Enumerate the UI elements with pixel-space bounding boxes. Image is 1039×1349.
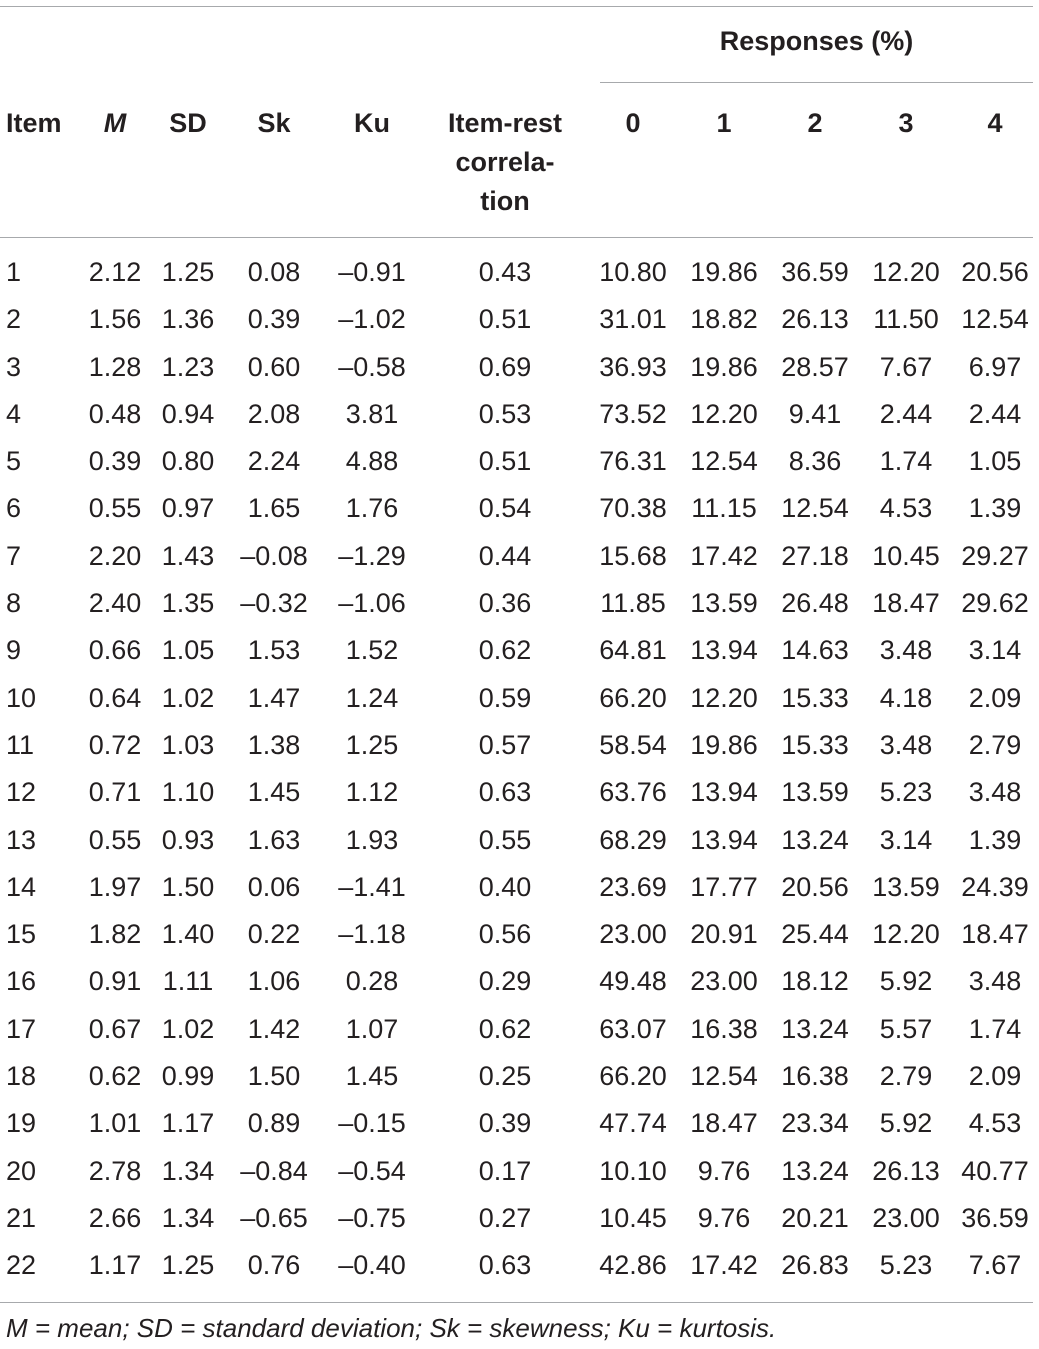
- cell-item: 5: [6, 446, 22, 477]
- cell-resp-1: 17.42: [690, 1250, 758, 1281]
- cell-item-rest: 0.36: [478, 588, 532, 619]
- cell-item-rest: 0.63: [478, 1250, 532, 1281]
- cell-item: 18: [6, 1061, 37, 1092]
- col-header-resp-4: 4: [987, 108, 1003, 138]
- cell-sd: 0.80: [161, 446, 215, 477]
- cell-ku: –0.54: [338, 1155, 406, 1186]
- cell-sk: 1.42: [247, 1013, 301, 1044]
- col-header-resp-2: 2: [807, 108, 823, 138]
- cell-resp-2: 20.21: [781, 1202, 849, 1233]
- cell-sd: 1.25: [161, 1250, 215, 1281]
- cell-resp-0: 63.07: [599, 1013, 667, 1044]
- cell-mean: 2.12: [88, 257, 142, 287]
- cell-resp-2: 13.24: [781, 824, 849, 855]
- cell-resp-4: 24.39: [961, 871, 1029, 902]
- cell-item: 3: [6, 351, 22, 382]
- cell-item: 4: [6, 398, 22, 429]
- table-row: [0, 391, 1039, 438]
- cell-item-rest: 0.27: [478, 1202, 532, 1233]
- cell-ku: –0.40: [338, 1250, 406, 1281]
- col-header-ku: Ku: [354, 108, 390, 138]
- cell-resp-4: 4.53: [968, 1108, 1022, 1139]
- cell-resp-3: 2.44: [879, 398, 933, 429]
- cell-resp-1: 11.15: [691, 493, 757, 524]
- table-row: [0, 438, 1039, 485]
- cell-mean: 1.97: [88, 871, 142, 902]
- cell-resp-4: 18.47: [961, 919, 1029, 950]
- table-row: [0, 864, 1039, 911]
- cell-resp-4: 2.09: [968, 682, 1022, 713]
- cell-sk: 0.39: [247, 304, 301, 335]
- cell-ku: –0.91: [338, 257, 406, 287]
- cell-resp-1: 9.76: [697, 1202, 751, 1233]
- cell-resp-1: 16.38: [690, 1013, 758, 1044]
- cell-item: 8: [6, 588, 22, 619]
- cell-resp-3: 18.47: [872, 588, 940, 619]
- cell-resp-2: 13.24: [781, 1155, 849, 1186]
- cell-resp-0: 36.93: [599, 351, 667, 382]
- cell-resp-3: 7.67: [879, 351, 933, 382]
- cell-resp-4: 7.67: [968, 1250, 1022, 1281]
- cell-mean: 2.20: [88, 540, 142, 571]
- cell-sk: 2.08: [247, 398, 301, 429]
- cell-mean: 2.66: [88, 1202, 142, 1233]
- cell-resp-2: 28.57: [781, 351, 849, 382]
- table-row: [0, 722, 1039, 769]
- item-rest-line-1: Item-rest: [447, 108, 563, 138]
- cell-mean: 0.64: [88, 682, 142, 713]
- cell-sd: 1.36: [161, 304, 215, 335]
- cell-sd: 0.93: [161, 824, 215, 855]
- table-footnote: M = mean; SD = standard deviation; Sk = skewness; Ku = kurtosis.: [6, 1313, 777, 1343]
- cell-resp-0: 73.52: [599, 398, 667, 429]
- cell-resp-1: 18.82: [690, 304, 758, 335]
- cell-sd: 1.34: [161, 1155, 215, 1186]
- cell-item: 17: [6, 1013, 37, 1044]
- cell-sd: 1.23: [161, 351, 215, 382]
- cell-resp-4: 3.14: [968, 635, 1022, 666]
- cell-resp-4: 1.05: [968, 446, 1022, 477]
- col-header-item-rest: [425, 104, 585, 221]
- table-row: [0, 485, 1039, 532]
- cell-resp-2: 27.18: [781, 540, 849, 571]
- cell-resp-0: 66.20: [599, 1061, 667, 1092]
- cell-sd: 1.17: [161, 1108, 215, 1139]
- cell-item: 22: [6, 1250, 37, 1281]
- cell-resp-1: 23.00: [690, 966, 758, 997]
- cell-resp-1: 17.42: [690, 540, 758, 571]
- cell-item-rest: 0.62: [478, 1013, 532, 1044]
- cell-resp-0: 10.10: [599, 1155, 667, 1186]
- cell-sk: –0.32: [240, 588, 308, 619]
- cell-mean: 0.62: [88, 1061, 142, 1092]
- table-row: [0, 1100, 1039, 1147]
- cell-resp-2: 20.56: [781, 871, 849, 902]
- cell-mean: 0.66: [88, 635, 142, 666]
- cell-resp-2: 25.44: [781, 919, 849, 950]
- cell-resp-3: 12.20: [872, 257, 940, 287]
- table-row: [0, 911, 1039, 958]
- cell-item-rest: 0.25: [478, 1061, 532, 1092]
- cell-resp-0: 49.48: [599, 966, 667, 997]
- cell-ku: 1.25: [345, 729, 399, 760]
- cell-resp-3: 5.23: [879, 1250, 933, 1281]
- cell-resp-0: 58.54: [599, 729, 667, 760]
- cell-resp-2: 26.83: [781, 1250, 849, 1281]
- cell-resp-0: 15.68: [599, 540, 667, 571]
- cell-resp-0: 11.85: [600, 588, 666, 619]
- cell-resp-0: 23.69: [599, 871, 667, 902]
- table-row: [0, 958, 1039, 1005]
- cell-resp-4: 1.74: [968, 1013, 1022, 1044]
- cell-item-rest: 0.43: [478, 257, 532, 287]
- cell-resp-4: 3.48: [968, 777, 1022, 808]
- cell-resp-2: 9.41: [788, 398, 842, 429]
- cell-resp-1: 9.76: [697, 1155, 751, 1186]
- cell-resp-3: 3.14: [879, 824, 933, 855]
- cell-sk: 0.22: [247, 919, 301, 950]
- table-row: [0, 1006, 1039, 1053]
- cell-sd: 1.10: [161, 777, 215, 808]
- cell-ku: –1.41: [338, 871, 406, 902]
- col-header-resp-3: 3: [898, 108, 914, 138]
- cell-ku: 1.76: [345, 493, 399, 524]
- cell-resp-0: 31.01: [599, 304, 667, 335]
- cell-item-rest: 0.53: [478, 398, 532, 429]
- table-row: [0, 675, 1039, 722]
- cell-mean: 1.28: [88, 351, 142, 382]
- col-header-item: Item: [6, 108, 62, 138]
- cell-resp-4: 29.62: [961, 588, 1029, 619]
- cell-sd: 1.40: [161, 919, 215, 950]
- cell-sd: 1.43: [161, 540, 215, 571]
- cell-resp-2: 16.38: [781, 1061, 849, 1092]
- table-row: [0, 344, 1039, 391]
- cell-sk: 1.06: [247, 966, 301, 997]
- cell-mean: 0.39: [88, 446, 142, 477]
- header-bottom-rule: [0, 237, 1033, 238]
- cell-mean: 2.40: [88, 588, 142, 619]
- cell-resp-0: 76.31: [599, 446, 667, 477]
- cell-item: 19: [6, 1108, 37, 1139]
- cell-resp-1: 13.94: [690, 824, 758, 855]
- cell-resp-4: 6.97: [968, 351, 1022, 382]
- cell-sk: –0.84: [240, 1155, 308, 1186]
- cell-sk: 2.24: [247, 446, 301, 477]
- cell-resp-2: 8.36: [788, 446, 842, 477]
- cell-mean: 0.48: [88, 398, 142, 429]
- col-header-sd: SD: [169, 108, 207, 138]
- cell-item: 12: [6, 777, 37, 808]
- cell-resp-0: 47.74: [599, 1108, 667, 1139]
- cell-resp-1: 12.20: [690, 682, 758, 713]
- cell-ku: 1.07: [345, 1013, 399, 1044]
- cell-item-rest: 0.55: [478, 824, 532, 855]
- cell-item: 1: [6, 257, 22, 287]
- cell-resp-1: 12.54: [690, 1061, 758, 1092]
- cell-resp-3: 4.18: [879, 682, 933, 713]
- cell-sk: 0.60: [247, 351, 301, 382]
- cell-resp-3: 10.45: [872, 540, 940, 571]
- cell-resp-0: 68.29: [599, 824, 667, 855]
- cell-resp-1: 19.86: [690, 351, 758, 382]
- cell-ku: 1.45: [345, 1061, 399, 1092]
- cell-ku: –1.18: [338, 919, 406, 950]
- cell-mean: 1.56: [88, 304, 142, 335]
- cell-resp-3: 5.92: [879, 966, 933, 997]
- cell-item-rest: 0.63: [478, 777, 532, 808]
- cell-resp-2: 23.34: [781, 1108, 849, 1139]
- cell-sd: 0.94: [161, 398, 215, 429]
- cell-ku: –1.06: [338, 588, 406, 619]
- cell-item: 13: [6, 824, 37, 855]
- cell-ku: 4.88: [345, 446, 399, 477]
- cell-resp-4: 20.56: [961, 257, 1029, 287]
- cell-resp-0: 10.45: [599, 1202, 667, 1233]
- cell-item-rest: 0.44: [478, 540, 532, 571]
- cell-ku: 3.81: [345, 398, 399, 429]
- cell-mean: 0.71: [88, 777, 142, 808]
- table-row: [0, 627, 1039, 674]
- cell-resp-4: 40.77: [961, 1155, 1029, 1186]
- cell-sk: 1.50: [247, 1061, 301, 1092]
- cell-resp-3: 23.00: [872, 1202, 940, 1233]
- table-row: [0, 1053, 1039, 1100]
- cell-resp-4: 2.44: [968, 398, 1022, 429]
- cell-mean: 0.67: [88, 1013, 142, 1044]
- cell-sk: 1.38: [247, 729, 301, 760]
- cell-mean: 1.82: [88, 919, 142, 950]
- table-row: [0, 1148, 1039, 1195]
- cell-ku: 1.12: [345, 777, 399, 808]
- cell-sk: 1.63: [247, 824, 301, 855]
- cell-sk: 0.08: [247, 257, 301, 287]
- cell-resp-1: 18.47: [690, 1108, 758, 1139]
- cell-resp-4: 2.09: [968, 1061, 1022, 1092]
- cell-item-rest: 0.39: [478, 1108, 532, 1139]
- cell-resp-2: 13.59: [781, 777, 849, 808]
- table-bottom-rule: [0, 1302, 1033, 1303]
- cell-resp-2: 36.59: [781, 257, 849, 287]
- cell-resp-2: 13.24: [781, 1013, 849, 1044]
- cell-ku: –1.29: [338, 540, 406, 571]
- cell-resp-3: 12.20: [872, 919, 940, 950]
- cell-item: 20: [6, 1155, 37, 1186]
- cell-resp-4: 2.79: [968, 729, 1022, 760]
- cell-resp-3: 5.23: [879, 777, 933, 808]
- cell-item: 6: [6, 493, 22, 524]
- cell-resp-1: 12.20: [690, 398, 758, 429]
- cell-resp-0: 23.00: [599, 919, 667, 950]
- col-header-sk: Sk: [257, 108, 291, 138]
- col-header-resp-0: 0: [625, 108, 641, 138]
- cell-resp-4: 36.59: [961, 1202, 1029, 1233]
- cell-ku: –1.02: [338, 304, 406, 335]
- cell-sd: 1.35: [161, 588, 215, 619]
- cell-item-rest: 0.51: [478, 304, 532, 335]
- cell-mean: 0.55: [88, 493, 142, 524]
- cell-mean: 0.91: [88, 966, 142, 997]
- cell-ku: 0.28: [345, 966, 399, 997]
- cell-item: 10: [6, 682, 37, 713]
- table-row: [0, 580, 1039, 627]
- cell-item-rest: 0.29: [478, 966, 532, 997]
- table-row: [0, 1242, 1039, 1289]
- cell-ku: 1.52: [345, 635, 399, 666]
- cell-resp-3: 13.59: [872, 871, 940, 902]
- cell-resp-3: 3.48: [879, 635, 933, 666]
- cell-sd: 1.02: [161, 1013, 215, 1044]
- cell-ku: 1.24: [345, 682, 399, 713]
- cell-sd: 1.50: [161, 871, 215, 902]
- cell-sd: 1.34: [161, 1202, 215, 1233]
- table-body: [0, 249, 1039, 1290]
- cell-item-rest: 0.40: [478, 871, 532, 902]
- cell-item-rest: 0.51: [478, 446, 532, 477]
- cell-item-rest: 0.62: [478, 635, 532, 666]
- cell-sd: 1.11: [162, 966, 214, 997]
- cell-resp-2: 14.63: [781, 635, 849, 666]
- cell-resp-2: 18.12: [781, 966, 849, 997]
- cell-resp-2: 26.48: [781, 588, 849, 619]
- cell-item-rest: 0.57: [478, 729, 532, 760]
- cell-sk: –0.08: [240, 540, 308, 571]
- cell-resp-2: 12.54: [781, 493, 849, 524]
- cell-item: 2: [6, 304, 22, 335]
- table-row: [0, 296, 1039, 343]
- cell-resp-1: 13.94: [690, 635, 758, 666]
- cell-sd: 1.25: [161, 257, 215, 287]
- cell-resp-4: 1.39: [968, 493, 1022, 524]
- cell-item-rest: 0.17: [478, 1155, 532, 1186]
- cell-sd: 1.03: [161, 729, 215, 760]
- cell-ku: –0.15: [338, 1108, 406, 1139]
- cell-sk: –0.65: [240, 1202, 308, 1233]
- cell-sd: 1.05: [161, 635, 215, 666]
- cell-resp-1: 19.86: [690, 729, 758, 760]
- col-header-resp-1: 1: [716, 108, 732, 138]
- cell-resp-2: 15.33: [781, 729, 849, 760]
- cell-ku: –0.58: [338, 351, 406, 382]
- cell-resp-4: 29.27: [961, 540, 1029, 571]
- cell-mean: 0.72: [88, 729, 142, 760]
- cell-item-rest: 0.54: [478, 493, 532, 524]
- cell-sk: 0.76: [247, 1250, 301, 1281]
- cell-ku: –0.75: [338, 1202, 406, 1233]
- item-rest-line-3: tion: [480, 186, 530, 216]
- cell-resp-3: 5.57: [879, 1013, 933, 1044]
- table-row: [0, 533, 1039, 580]
- cell-resp-1: 20.91: [690, 919, 758, 950]
- cell-item: 21: [6, 1202, 37, 1233]
- cell-resp-0: 70.38: [599, 493, 667, 524]
- cell-resp-4: 3.48: [968, 966, 1022, 997]
- cell-mean: 1.17: [88, 1250, 142, 1281]
- cell-resp-1: 19.86: [690, 257, 758, 287]
- cell-resp-0: 63.76: [599, 777, 667, 808]
- cell-sk: 1.65: [247, 493, 301, 524]
- table-row: [0, 769, 1039, 816]
- cell-resp-2: 26.13: [781, 304, 849, 335]
- cell-resp-1: 17.77: [690, 871, 758, 902]
- table-row: [0, 817, 1039, 864]
- cell-ku: 1.93: [345, 824, 399, 855]
- cell-resp-1: 13.94: [690, 777, 758, 808]
- cell-item-rest: 0.69: [478, 351, 532, 382]
- cell-sk: 1.45: [247, 777, 301, 808]
- table-row: [0, 249, 1039, 296]
- cell-item: 9: [6, 635, 22, 666]
- cell-item: 15: [6, 919, 37, 950]
- item-rest-line-2: correla-: [455, 147, 555, 177]
- cell-mean: 0.55: [88, 824, 142, 855]
- table-row: [0, 1195, 1039, 1242]
- cell-item-rest: 0.59: [478, 682, 532, 713]
- cell-resp-3: 5.92: [879, 1108, 933, 1139]
- cell-resp-4: 1.39: [968, 824, 1022, 855]
- cell-item: 14: [6, 871, 37, 902]
- cell-resp-1: 13.59: [690, 588, 758, 619]
- cell-mean: 2.78: [88, 1155, 142, 1186]
- cell-resp-1: 12.54: [690, 446, 758, 477]
- cell-mean: 1.01: [88, 1108, 142, 1139]
- cell-resp-3: 2.79: [879, 1061, 933, 1092]
- cell-item-rest: 0.56: [478, 919, 532, 950]
- cell-sd: 0.97: [161, 493, 215, 524]
- cell-item: 7: [6, 540, 22, 571]
- responses-group-rule: [600, 82, 1033, 83]
- cell-resp-2: 15.33: [781, 682, 849, 713]
- cell-resp-3: 4.53: [879, 493, 933, 524]
- cell-sk: 1.53: [247, 635, 301, 666]
- responses-group-header: Responses (%): [719, 26, 914, 56]
- cell-resp-3: 1.74: [879, 446, 933, 477]
- col-header-mean: M: [103, 108, 127, 138]
- cell-resp-0: 66.20: [599, 682, 667, 713]
- cell-item: 16: [6, 966, 37, 997]
- cell-item: 11: [6, 729, 35, 760]
- cell-sk: 0.89: [247, 1108, 301, 1139]
- cell-resp-0: 64.81: [599, 635, 667, 666]
- cell-resp-3: 3.48: [879, 729, 933, 760]
- cell-resp-0: 42.86: [599, 1250, 667, 1281]
- cell-resp-3: 11.50: [873, 304, 939, 335]
- cell-sd: 0.99: [161, 1061, 215, 1092]
- table-top-rule: [0, 6, 1033, 7]
- cell-resp-4: 12.54: [961, 304, 1029, 335]
- cell-sk: 0.06: [247, 871, 301, 902]
- cell-sk: 1.47: [247, 682, 301, 713]
- cell-resp-3: 26.13: [872, 1155, 940, 1186]
- cell-sd: 1.02: [161, 682, 215, 713]
- cell-resp-0: 10.80: [599, 257, 667, 287]
